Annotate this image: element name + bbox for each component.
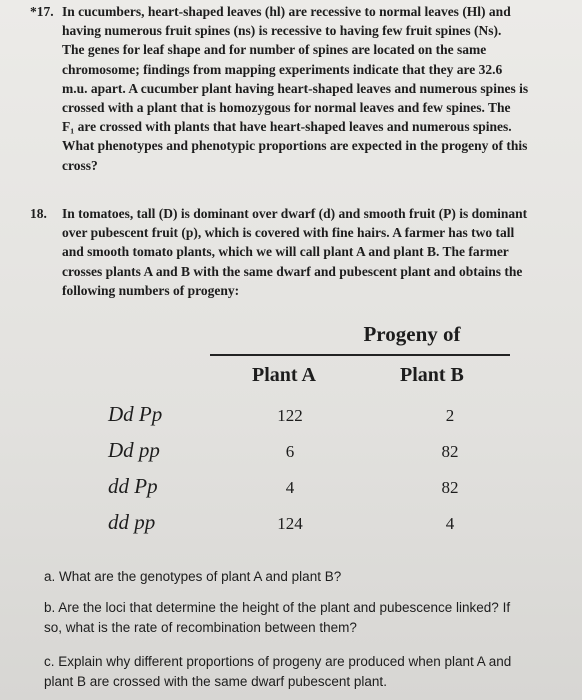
plant-a-count: 4	[285, 478, 295, 497]
plant-b-count: 4	[445, 514, 455, 533]
question-18-text	[62, 204, 560, 300]
q17-line: m.u. apart. A cucumber plant having heart-shaped leaves and numerous spines is	[62, 80, 529, 96]
subquestion-c-line2: plant B are crossed with the same dwarf pubescent plant.	[44, 674, 387, 689]
q18-line: following numbers of progeny:	[62, 282, 240, 298]
subquestion-c	[44, 652, 564, 692]
q17-line: In cucumbers, heart-shaped leaves (hl) are recessive to normal leaves (Hl) and	[62, 4, 511, 19]
subquestion-b-line1: b. Are the loci that determine the height of the plant and pubescence linked? If	[44, 600, 511, 615]
table-row	[100, 474, 520, 510]
question-18-number: 18.	[30, 206, 47, 221]
q17-line: chromosome; findings from mapping experiments indicate that they are 32.6	[62, 61, 503, 77]
subquestion-b	[44, 598, 564, 638]
table-row	[100, 510, 520, 546]
q17-line: crossed with a plant that is homozygous for normal leaves and few spines. The	[62, 100, 511, 116]
q17-line: What phenotypes and phenotypic proportions are expected in the progeny of this	[62, 138, 528, 154]
q17-line: having numerous fruit spines (ns) is recessive to having few fruit spines (Ns).	[62, 23, 502, 39]
question-17-text	[62, 2, 560, 175]
q17-line: F₁ are crossed with plants that have heart-shaped leaves and numerous spines.	[62, 119, 512, 135]
q18-line: In tomatoes, tall (D) is dominant over dwarf (d) and smooth fruit (P) is dominant	[62, 206, 528, 221]
table-row	[100, 438, 520, 474]
question-17-number: *17.	[30, 4, 54, 19]
progeny-table-title: Progeny of	[363, 322, 461, 346]
question-18	[30, 204, 560, 300]
q17-line: The genes for leaf shape and for number of spines are located on the same	[62, 42, 487, 58]
plant-a-count: 6	[285, 442, 295, 461]
q18-line: crosses plants A and B with the same dwarf and pubescent plant and obtains the	[62, 263, 523, 279]
column-header-plant-b: Plant B	[400, 364, 464, 386]
q17-line: cross?	[62, 157, 98, 173]
genotype-cell: dd pp	[108, 510, 156, 534]
table-row	[100, 402, 520, 438]
plant-a-count: 122	[277, 406, 303, 425]
plant-b-count: 2	[445, 406, 455, 425]
column-header-plant-a: Plant A	[252, 364, 316, 386]
q18-line: over pubescent fruit (p), which is covered with fine hairs. A farmer has two tall	[62, 225, 515, 241]
genotype-cell: dd Pp	[108, 474, 158, 498]
table-header-rule	[210, 354, 510, 356]
plant-b-count: 82	[441, 478, 459, 497]
genotype-cell: Dd Pp	[108, 402, 163, 426]
q18-line: and smooth tomato plants, which we will call plant A and plant B. The farmer	[62, 244, 509, 260]
subquestion-b-line2: so, what is the rate of recombination between them?	[44, 620, 357, 635]
plant-b-count: 82	[441, 442, 459, 461]
subquestion-a-text: a. What are the genotypes of plant A and plant B?	[44, 569, 342, 584]
subquestion-a	[44, 567, 564, 587]
subquestion-c-line1: c. Explain why different proportions of progeny are produced when plant A and	[44, 654, 512, 669]
question-17	[30, 2, 560, 175]
genotype-cell: Dd pp	[108, 438, 160, 462]
plant-a-count: 124	[277, 514, 303, 533]
